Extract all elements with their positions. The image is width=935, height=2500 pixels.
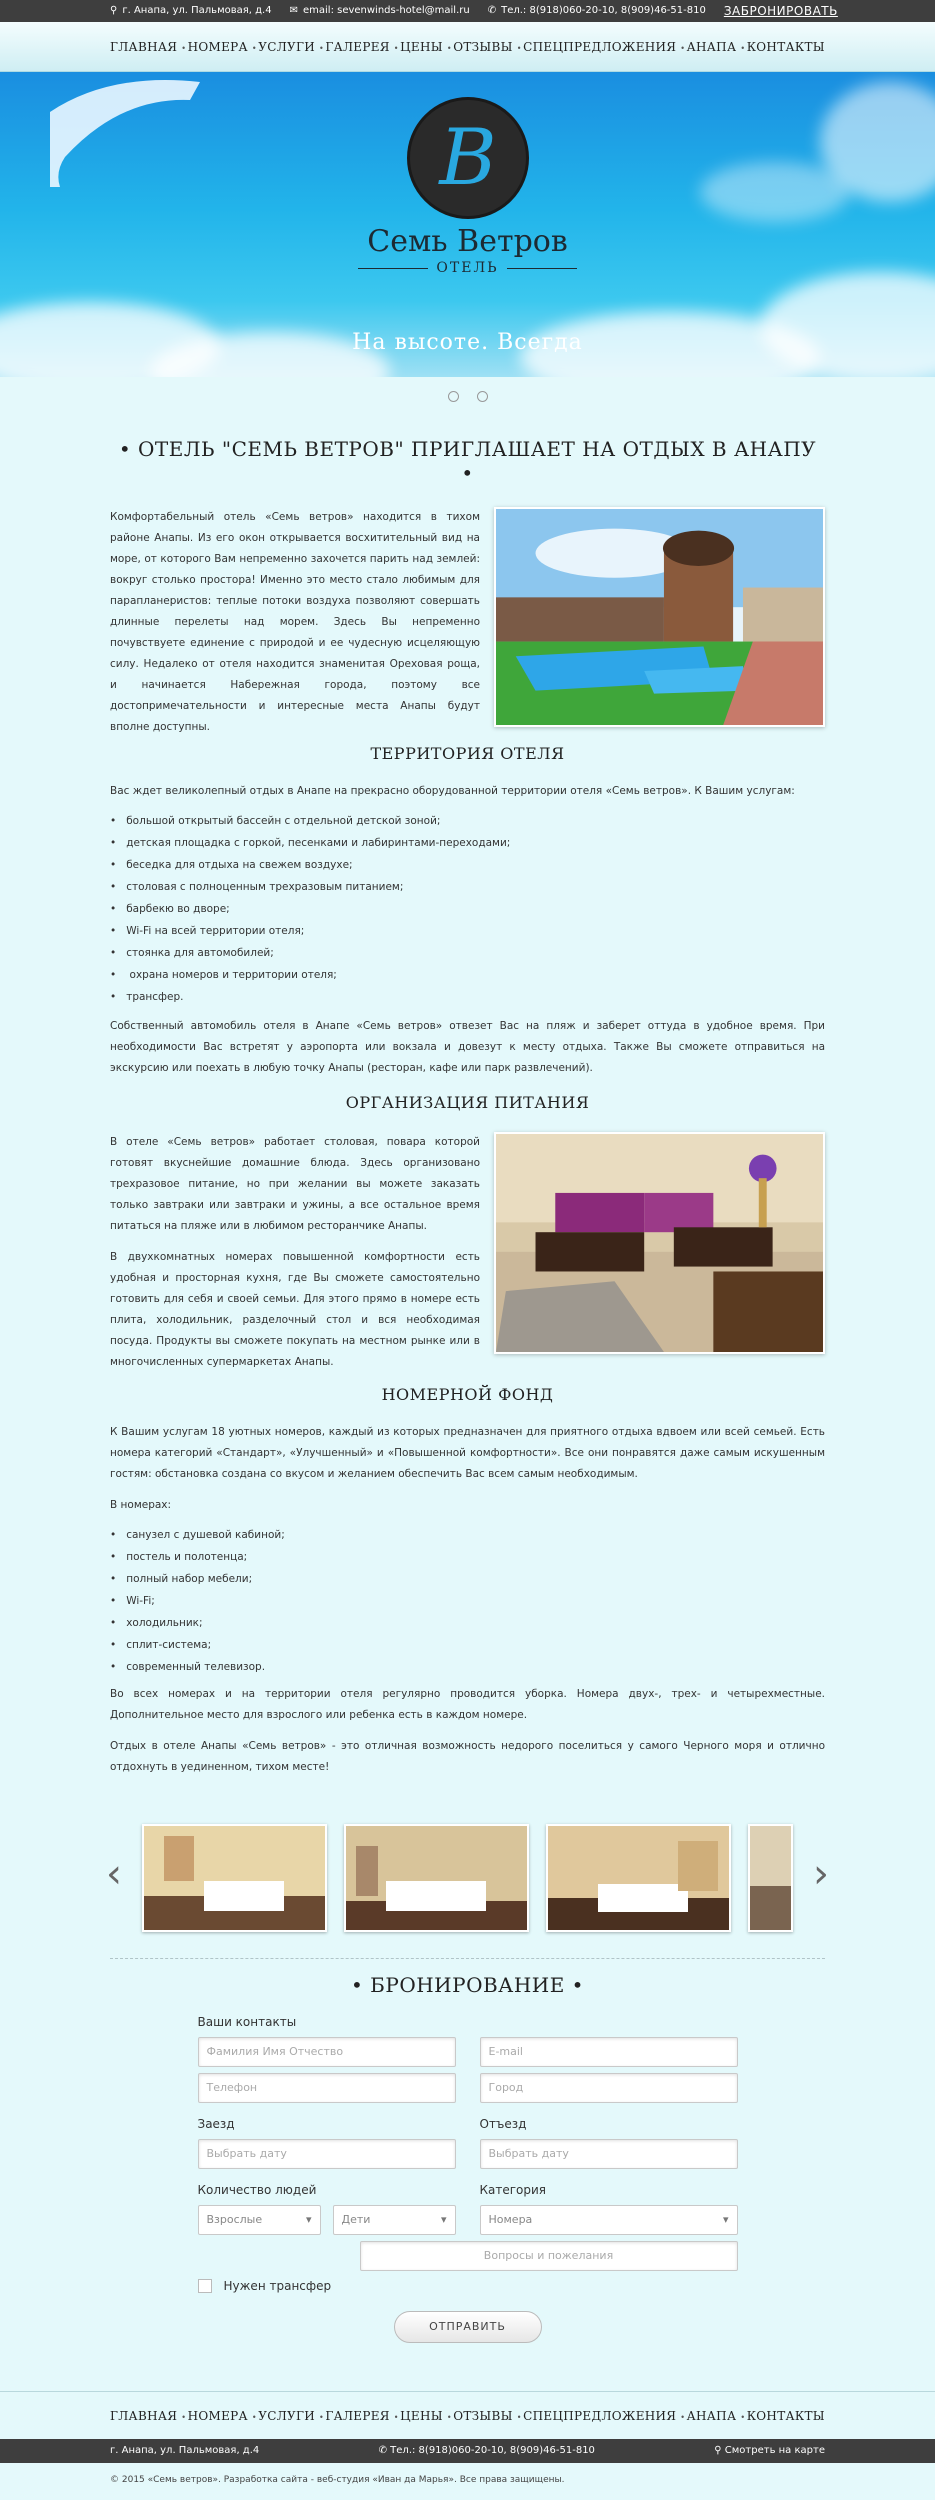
list-item: • санузел с душевой кабиной;: [110, 1524, 825, 1546]
email-input[interactable]: E-mail: [480, 2037, 738, 2067]
rooms-lead: В номерах:: [110, 1499, 172, 1511]
nav-item-3[interactable]: [325, 2409, 398, 2423]
slider-dots: [0, 391, 935, 403]
transfer-label: Нужен трансфер: [223, 2279, 332, 2293]
list-item: • беседка для отдыха на свежем воздухе;: [110, 854, 825, 876]
nav-item-6[interactable]: [523, 40, 685, 54]
book-link[interactable]: ЗАБРОНИРОВАТЬ: [723, 4, 838, 18]
list-item: • большой открытый бассейн с отдельной детской зоной;: [110, 810, 825, 832]
divider: [110, 1958, 825, 1959]
copyright: © 2015 «Семь ветров». Разработка сайта - веб-студия «Иван да Марья». Все права защищены.: [110, 2475, 565, 2485]
nav-item-1[interactable]: [188, 2409, 257, 2423]
territory-title: ТЕРРИТОРИЯ ОТЕЛЯ: [370, 744, 565, 763]
nav-item-2[interactable]: [258, 40, 324, 54]
nav-item-7[interactable]: [687, 40, 746, 54]
footer-bar: [0, 2439, 935, 2463]
transfer-checkbox[interactable]: [198, 2279, 212, 2293]
nav-item-4[interactable]: [400, 2409, 452, 2423]
checkout-label: Отъезд: [479, 2117, 527, 2131]
nav-item-label: ГЛАВНАЯ: [110, 2409, 178, 2423]
top-bar: [0, 0, 935, 22]
nav-item-label: СПЕЦПРЕДЛОЖЕНИЯ: [523, 2409, 677, 2423]
list-item: • столовая с полноценным трехразовым питанием;: [110, 876, 825, 898]
address-info: [110, 0, 272, 22]
nav-item-label: ОТЗЫВЫ: [453, 40, 513, 54]
nav-item-6[interactable]: [523, 2409, 685, 2423]
gallery-thumb[interactable]: [748, 1824, 793, 1932]
rooms-text-2: Во всех номерах и на территории отеля регулярно проводится уборка. Номера двух-, трех- и четырехместные. Дополнительное место для взрослого или ребенка есть в каждом номере.: [110, 1688, 825, 1721]
list-item: • стоянка для автомобилей;: [110, 942, 825, 964]
list-item: • детская площадка с горкой, песенками и лабиринтами-переходами;: [110, 832, 825, 854]
gallery-thumb[interactable]: [142, 1824, 327, 1932]
hotel-subtitle-text: ОТЕЛЬ: [436, 260, 499, 276]
map-pin-icon: ⚲: [110, 5, 118, 16]
rooms-title: НОМЕРНОЙ ФОНД: [381, 1385, 554, 1404]
footer-nav: [0, 2391, 935, 2439]
nav-separator: •: [181, 2413, 187, 2422]
adults-select[interactable]: Взрослые ▾: [198, 2205, 321, 2235]
main-nav: [0, 22, 935, 72]
nav-item-5[interactable]: [453, 40, 522, 54]
booking-title: • БРОНИРОВАНИЕ •: [351, 1973, 584, 1997]
phone-info: [488, 0, 706, 22]
checkin-label: Заезд: [197, 2117, 235, 2131]
list-item: • Wi-Fi на всей территории отеля;: [110, 920, 825, 942]
nav-separator: •: [251, 2413, 257, 2422]
nav-item-label: АНАПА: [686, 40, 737, 54]
chevron-right-icon[interactable]: ›: [813, 1851, 829, 1897]
list-item: • постель и полотенца;: [110, 1546, 825, 1568]
nav-separator: •: [680, 44, 686, 53]
nav-item-label: КОНТАКТЫ: [746, 2409, 825, 2423]
room-gallery: [106, 1824, 829, 1936]
list-item: • сплит-система;: [110, 1634, 825, 1656]
nav-separator: •: [680, 2413, 686, 2422]
nav-separator: •: [516, 44, 522, 53]
hotel-subtitle: [0, 260, 935, 276]
category-label: Категория: [479, 2183, 547, 2197]
nav-item-7[interactable]: [687, 2409, 746, 2423]
city-input[interactable]: Город: [480, 2073, 738, 2103]
nav-item-label: ГЛАВНАЯ: [110, 40, 178, 54]
booking-form: [198, 2015, 738, 2343]
nav-separator: •: [319, 2413, 325, 2422]
checkout-date-input[interactable]: Выбрать дату: [480, 2139, 738, 2169]
nav-separator: •: [319, 44, 325, 53]
hero-slogan: На высоте. Всегда: [352, 330, 583, 355]
wishes-input[interactable]: Вопросы и пожелания: [360, 2241, 738, 2271]
hero-banner: [0, 72, 935, 377]
nav-item-2[interactable]: [258, 2409, 324, 2423]
nav-item-8[interactable]: [747, 40, 825, 54]
nav-separator: •: [446, 44, 452, 53]
slider-dot[interactable]: [477, 391, 488, 402]
phone-text: Тел.: 8(918)060-20-10, 8(909)46-51-810: [501, 5, 706, 16]
nav-separator: •: [740, 2413, 746, 2422]
nav-separator: •: [251, 44, 257, 53]
intro-title: • ОТЕЛЬ "СЕМЬ ВЕТРОВ" ПРИГЛАШАЕТ НА ОТДЫХ В АНАПУ •: [118, 437, 817, 485]
pool-photo[interactable]: [494, 507, 825, 727]
territory-lead: Вас ждет великолепный отдых в Анапе на прекрасно оборудованной территории отеля «Семь ветров». К Вашим услугам:: [110, 785, 795, 797]
paraglider-pilot-image: [185, 372, 265, 377]
list-item: • барбекю во дворе;: [110, 898, 825, 920]
email-text[interactable]: email: sevenwinds-hotel@mail.ru: [302, 5, 470, 16]
logo-letter: B: [439, 113, 497, 203]
nav-item-label: ГАЛЕРЕЯ: [325, 40, 390, 54]
slider-dot[interactable]: [448, 391, 459, 402]
nav-item-3[interactable]: [325, 40, 398, 54]
territory-after: Собственный автомобиль отеля в Анапе «Семь ветров» отвезет Вас на пляж и заберет оттуда в удобное время. При необходимости Вас встретят у аэропорта или вокзала и довезут к месту отдыха. Также Вы сможете отправиться на экскурсию или поехать в любую точку Анапы (ресторан, кафе или парк развлечений).: [110, 1020, 825, 1074]
nav-separator: •: [393, 2413, 399, 2422]
nav-item-label: ГАЛЕРЕЯ: [325, 2409, 390, 2423]
phone-icon: ✆: [378, 2445, 391, 2456]
list-item: • холодильник;: [110, 1612, 825, 1634]
checkin-date-input[interactable]: Выбрать дату: [198, 2139, 456, 2169]
nav-item-label: УСЛУГИ: [258, 40, 315, 54]
name-input[interactable]: Фамилия Имя Отчество: [198, 2037, 456, 2067]
nav-item-label: АНАПА: [686, 2409, 737, 2423]
rooms-text-3: Отдых в отеле Анапы «Семь ветров» - это отличная возможность недорого поселиться у самого Черного моря и отлично отдохнуть в уединенном, тихом месте!: [110, 1740, 825, 1773]
email-info[interactable]: [290, 0, 470, 22]
list-item: • современный телевизор.: [110, 1656, 825, 1678]
hotel-logo[interactable]: [407, 97, 529, 219]
nav-item-label: НОМЕРА: [187, 40, 248, 54]
map-pin-icon: ⚲: [714, 2445, 725, 2456]
nav-item-label: ЦЕНЫ: [400, 40, 443, 54]
footer-map-text[interactable]: Смотреть на карте: [724, 2445, 825, 2456]
nav-separator: •: [446, 2413, 452, 2422]
nav-item-label: НОМЕРА: [187, 2409, 248, 2423]
phone-icon: ✆: [487, 5, 497, 16]
rooms-list: [110, 1524, 825, 1678]
list-item: • Wi-Fi;: [110, 1590, 825, 1612]
footer-map-link[interactable]: [714, 2439, 825, 2463]
contacts-label: Ваши контакты: [197, 2015, 297, 2029]
submit-button[interactable]: ОТПРАВИТЬ: [394, 2311, 542, 2343]
hotel-name: Семь Ветров: [367, 224, 568, 259]
nav-item-5[interactable]: [453, 2409, 522, 2423]
footer-address: г. Анапа, ул. Пальмовая, д.4: [110, 2445, 260, 2456]
food-text-1: В отеле «Семь ветров» работает столовая, повара которой готовят вкуснейшие домашние блюда. Здесь организовано трехразовое питание, но при желании вы можете заказать только завтраки или завтраки и ужины, а все остальное время питаться на пляже или в любимом ресторанчике Анапы.: [110, 1136, 480, 1232]
paraglider-wing-image: [50, 72, 200, 187]
nav-item-label: ЦЕНЫ: [400, 2409, 443, 2423]
dining-photo[interactable]: [494, 1132, 825, 1354]
nav-item-label: УСЛУГИ: [258, 2409, 315, 2423]
list-item: • охрана номеров и территории отеля;: [110, 964, 825, 986]
nav-item-label: СПЕЦПРЕДЛОЖЕНИЯ: [523, 40, 677, 54]
food-title: ОРГАНИЗАЦИЯ ПИТАНИЯ: [345, 1093, 590, 1112]
nav-separator: •: [516, 2413, 522, 2422]
intro-text: Комфортабельный отель «Семь ветров» находится в тихом районе Анапы. Из его окон открывается восхитительный вид на море, от которого Вам непременно захочется парить над землей: вокруг столько простора! Именно это место стало любимым для парапланеристов: теплые потоки воздуха позволяют совершать длинные перелеты над морем. Здесь Вы непременно почувствуете единение с природой и ее чудесную исцеляющую силу. Недалеко от отеля находится знаменитая Ореховая роща, и начинается Набережная города, поэтому все достопримечательности и интересные места Анапы будут вполне доступны.: [110, 511, 480, 733]
nav-item-4[interactable]: [400, 40, 452, 54]
nav-separator: •: [740, 44, 746, 53]
chevron-left-icon[interactable]: ‹: [106, 1851, 122, 1897]
phone-input[interactable]: Телефон: [198, 2073, 456, 2103]
nav-separator: •: [181, 44, 187, 53]
nav-item-1[interactable]: [188, 40, 257, 54]
nav-item-0[interactable]: [110, 40, 186, 54]
territory-list: [110, 810, 825, 1008]
footer-phone: [379, 2439, 595, 2463]
nav-separator: •: [393, 44, 399, 53]
rooms-text-1: К Вашим услугам 18 уютных номеров, каждый из которых предназначен для приятного отдыха вдвоем или всей семьей. Есть номера категорий «Стандарт», «Улучшенный» и «Повышенной комфортности». Все они понравятся даже самым искушенным гостям: обстановка создана со вкусом и желанием обеспечить Вас всем самым необходимым.: [110, 1426, 825, 1480]
list-item: • полный набор мебели;: [110, 1568, 825, 1590]
address-text: г. Анапа, ул. Пальмовая, д.4: [122, 5, 272, 16]
nav-item-0[interactable]: [110, 2409, 186, 2423]
nav-item-label: ОТЗЫВЫ: [453, 2409, 513, 2423]
list-item: • трансфер.: [110, 986, 825, 1008]
gallery-thumb[interactable]: [344, 1824, 529, 1932]
food-text-2: В двухкомнатных номерах повышенной комфортности есть удобная и просторная кухня, где Вы сможете самостоятельно готовить для себя и своей семьи. Для этого прямо в номере есть плита, холодильник, разделочный стол и вся необходимая посуда. Продукты вы сможете покупать на местном рынке или в многочисленных супермаркетах Анапы.: [110, 1251, 480, 1368]
envelope-icon: ✉: [289, 5, 298, 16]
nav-item-8[interactable]: [747, 2409, 825, 2423]
children-select[interactable]: Дети ▾: [333, 2205, 456, 2235]
people-label: Количество людей: [197, 2183, 317, 2197]
nav-item-label: КОНТАКТЫ: [746, 40, 825, 54]
footer-phone-text: Тел.: 8(918)060-20-10, 8(909)46-51-810: [390, 2445, 595, 2456]
room-category-select[interactable]: Номера ▾: [480, 2205, 738, 2235]
gallery-thumb[interactable]: [546, 1824, 731, 1932]
